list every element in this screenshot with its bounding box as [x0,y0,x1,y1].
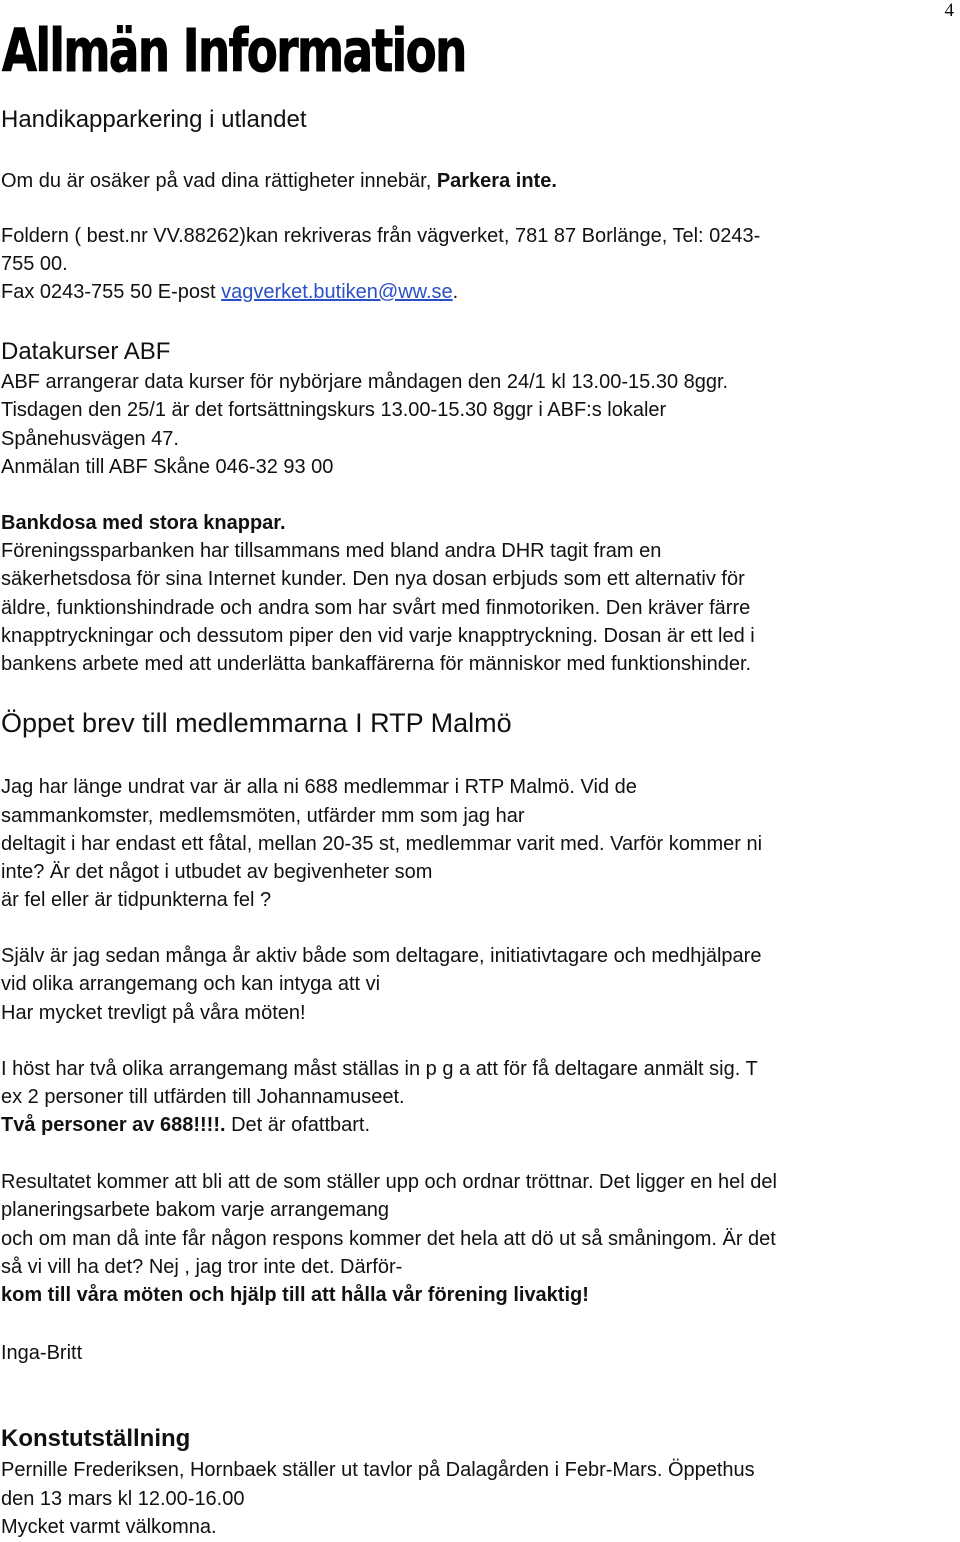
email-link[interactable]: vagverket.butiken@ww.se [221,281,453,303]
letter-p3-bold: Två personer av 688!!!!. [1,1114,226,1136]
letter-p4-line-3: och om man då inte får någon respons kommer det hela att dö ut så småningom. Är det [1,1228,776,1250]
heading-oppet-brev: Öppet brev till medlemmarna I RTP Malmö [1,708,512,738]
letter-p4-line-4: så vi vill ha det? Nej , jag tror inte det. Därför- [1,1256,403,1278]
bankdosa-line-4: knapptryckningar och dessutom piper den vid varje knapptryckning. Dosan är ett led i [1,625,755,647]
letter-p4-bold: kom till våra möten och hjälp till att hålla vår förening livaktig! [1,1284,589,1306]
letter-p1-line-2: sammankomster, medlemsmöten, utfärder mm som jag har [1,805,525,827]
bankdosa-line-5: bankens arbete med att underlätta bankaffärerna för människor med funktionshinder. [1,653,752,675]
letter-p3-tail: Det är ofattbart. [225,1114,371,1136]
letter-p2-line-1: Själv är jag sedan många år aktiv både som deltagare, initiativtagare och medhjälpare [1,945,762,967]
fax-line [1,278,458,306]
heading-bankdosa: Bankdosa med stora knappar. [1,512,286,534]
datakurs-line-4: Anmälan till ABF Skåne 046-32 93 00 [1,456,334,478]
folder-line-2: 755 00. [1,253,68,275]
datakurs-line-1: ABF arrangerar data kurser för nybörjare måndagen den 24/1 kl 13.00-15.30 8ggr. [1,371,729,393]
konst-line-2: den 13 mars kl 12.00-16.00 [1,1488,245,1510]
letter-signature: Inga-Britt [1,1342,83,1364]
bankdosa-line-3: äldre, funktionshindrade och andra som har svårt med finmotoriken. Den kräver färre [1,597,751,619]
bankdosa-line-1: Föreningssparbanken har tillsammans med bland andra DHR tagit fram en [1,540,662,562]
letter-p2-line-3: Har mycket trevligt på våra möten! [1,1002,306,1024]
letter-p1-line-4: inte? Är det något i utbudet av begivenheter som [1,861,433,883]
konst-line-1: Pernille Frederiksen, Hornbaek ställer ut tavlor på Dalagården i Febr-Mars. Öppethus [1,1459,755,1481]
datakurs-line-2: Tisdagen den 25/1 är det fortsättningskurs 13.00-15.30 8ggr i ABF:s lokaler [1,399,667,421]
heading-datakurser: Datakurser ABF [1,338,171,365]
letter-p3-line-1: I höst har två olika arrangemang måst ställas in p g a att för få deltagare anmält sig. T [1,1058,758,1080]
fax-period: . [452,281,459,303]
letter-p4-line-2: planeringsarbete bakom varje arrangemang [1,1199,390,1221]
datakurs-line-3: Spånehusvägen 47. [1,428,179,450]
letter-p1-line-3: deltagit i har endast ett fåtal, mellan 20-35 st, medlemmar varit med. Varför kommer ni [1,833,763,855]
letter-p2-line-2: vid olika arrangemang och kan intyga att vi [1,973,381,995]
folder-line-1: Foldern ( best.nr VV.88262)kan rekriveras från vägverket, 781 87 Borlänge, Tel: 0243- [1,225,761,247]
parking-advice-text: Om du är osäker på vad dina rättigheter innebär, [1,170,437,192]
heading-handikapparkering: Handikapparkering i utlandet [1,106,307,133]
page-number: 4 [944,0,954,21]
letter-p1-line-1: Jag har länge undrat var är alla ni 688 medlemmar i RTP Malmö. Vid de [1,776,637,798]
parking-advice-bold: Parkera inte. [436,170,557,192]
letter-p3-line-3 [1,1111,370,1139]
heading-konstutstallning: Konstutställning [1,1425,191,1452]
parking-advice [1,167,557,195]
fax-text: Fax 0243-755 50 E-post [1,281,222,303]
bankdosa-line-2: säkerhetsdosa för sina Internet kunder. Den nya dosan erbjuds som ett alternativ för [1,568,745,590]
letter-p3-line-2: ex 2 personer till utfärden till Johannamuseet. [1,1086,405,1108]
letter-p4-line-1: Resultatet kommer att bli att de som ställer upp och ordnar tröttnar. Det ligger en hel del [1,1171,777,1193]
konst-line-3: Mycket varmt välkomna. [1,1516,217,1538]
masthead-title: Allmän Information [2,15,466,86]
letter-p1-line-5: är fel eller är tidpunkterna fel ? [1,889,272,911]
